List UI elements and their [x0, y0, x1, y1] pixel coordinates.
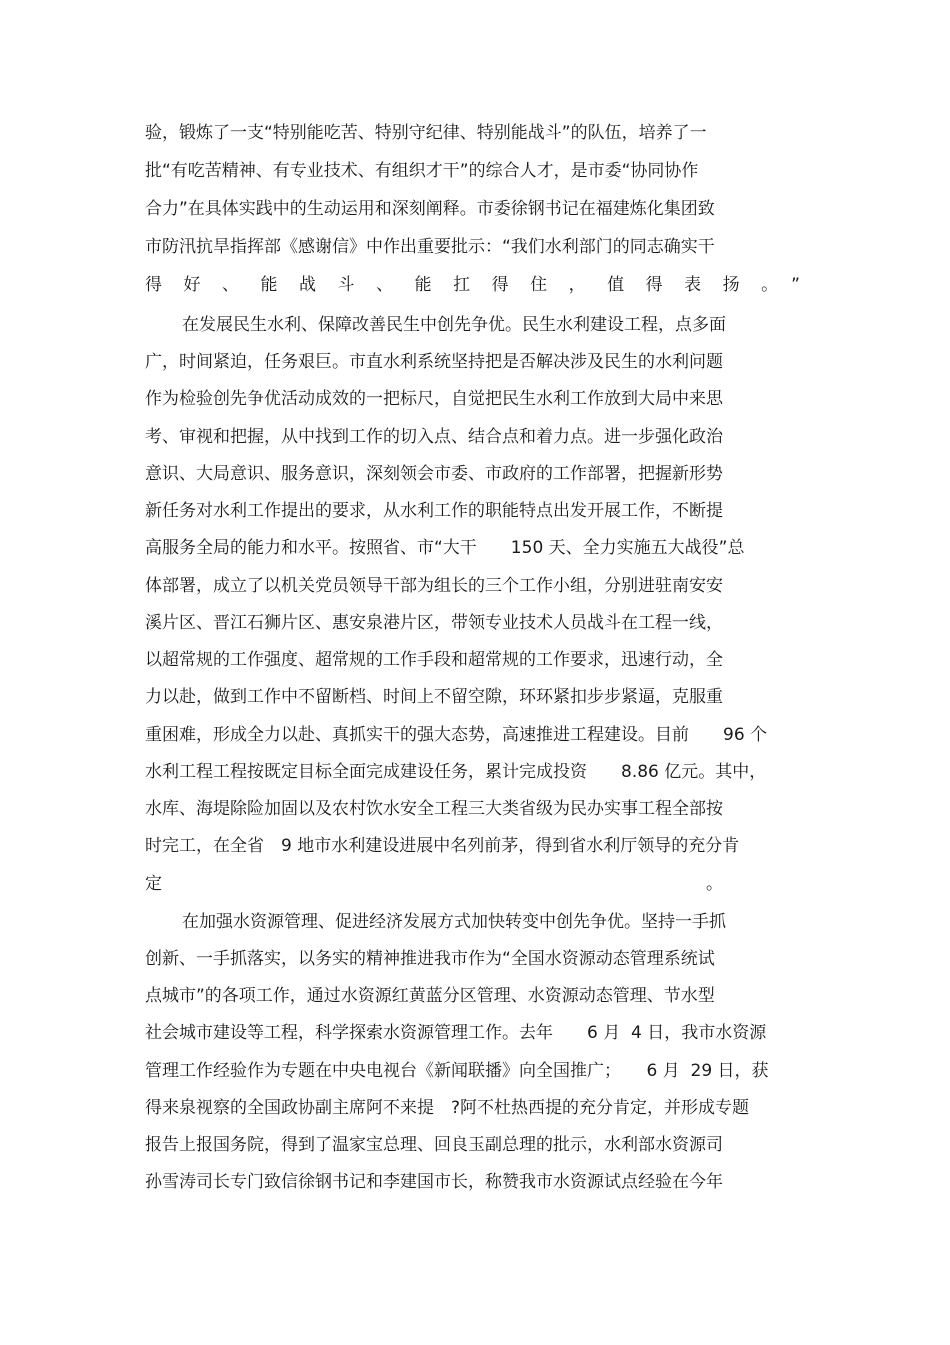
text-line-justified: 得好、能战斗、能扛得住，值得表扬。”: [145, 275, 800, 295]
text-line: 报告上报国务院，得到了温家宝总理、回良玉副总理的批示，水利部水资源司: [145, 1135, 723, 1155]
text-line: 高服务全局的能力和水平。按照省、市“大干 150 天、全力实施五大战役”总: [145, 538, 745, 558]
text-line: 管理工作经验作为专题在中央电视台《新闻联播》向全国推广； 6 月 29 日，获: [145, 1061, 769, 1081]
text-line: 点城市”的各项工作，通过水资源红黄蓝分区管理、水资源动态管理、节水型: [145, 986, 715, 1006]
text-line: 时完工，在全省 9 地市水利建设进展中名列前茅，得到省水利厅领导的充分肯: [145, 836, 740, 856]
text-line: 社会城市建设等工程，科学探索水资源管理工作。去年 6 月 4 日，我市水资源: [145, 1023, 767, 1043]
text-line: 验，锻炼了一支“特别能吃苦、特别守纪律、特别能战斗”的队伍，培养了一: [145, 123, 707, 143]
text-line: 意识、大局意识、服务意识，深刻领会市委、市政府的工作部署，把握新形势: [145, 464, 723, 484]
text-line: 以超常规的工作强度、超常规的工作手段和超常规的工作要求，迅速行动，全: [145, 650, 723, 670]
text-line: 定 。: [145, 874, 723, 894]
text-line: 广，时间紧迫，任务艰巨。市直水利系统坚持把是否解决涉及民生的水利问题: [145, 352, 723, 372]
text-line: 批“有吃苦精神、有专业技术、有组织才干”的综合人才，是市委“协同协作: [145, 161, 699, 181]
paragraph-first-line: 在加强水资源管理、促进经济发展方式加快转变中创先争优。坚持一手抓: [182, 912, 726, 932]
text-line: 创新、一手抓落实，以务实的精神推进我市作为“全国水资源动态管理系统试: [145, 949, 715, 969]
text-line: 水利工程工程按既定目标全面完成建设任务，累计完成投资 8.86 亿元。其中，: [145, 762, 767, 782]
text-line: 考、审视和把握，从中找到工作的切入点、结合点和着力点。进一步强化政治: [145, 427, 723, 447]
text-line: 新任务对水利工作提出的要求，从水利工作的职能特点出发开展工作，不断提: [145, 501, 723, 521]
text-line: 孙雪涛司长专门致信徐钢书记和李建国市长，称赞我市水资源试点经验在今年: [145, 1172, 723, 1192]
text-line: 体部署，成立了以机关党员领导干部为组长的三个工作小组，分别进驻南安安: [145, 576, 723, 596]
text-line: 力以赴，做到工作中不留断档、时间上不留空隙，环环紧扣步步紧逼，克服重: [145, 687, 723, 707]
text-line: 得来泉视察的全国政协副主席阿不来提 ?阿不杜热西提的充分肯定，并形成专题: [145, 1098, 750, 1118]
text-line: 重困难，形成全力以赴、真抓实干的强大态势，高速推进工程建设。目前 96 个: [145, 725, 768, 745]
text-line: 合力”在具体实践中的生动运用和深刻阐释。市委徐钢书记在福建炼化集团致: [145, 199, 715, 219]
text-line: 溪片区、晋江石狮片区、惠安泉港片区，带领专业技术人员战斗在工程一线，: [145, 613, 723, 633]
text-line: 作为检验创先争优活动成效的一把标尺，自觉把民生水利工作放到大局中来思: [145, 389, 723, 409]
paragraph-first-line: 在发展民生水利、保障改善民生中创先争优。民生水利建设工程，点多面: [182, 315, 726, 335]
text-line: 市防汛抗旱指挥部《感谢信》中作出重要批示：“我们水利部门的同志确实干: [145, 237, 715, 257]
text-line: 水库、海堤除险加固以及农村饮水安全工程三大类省级为民办实事工程全部按: [145, 799, 723, 819]
